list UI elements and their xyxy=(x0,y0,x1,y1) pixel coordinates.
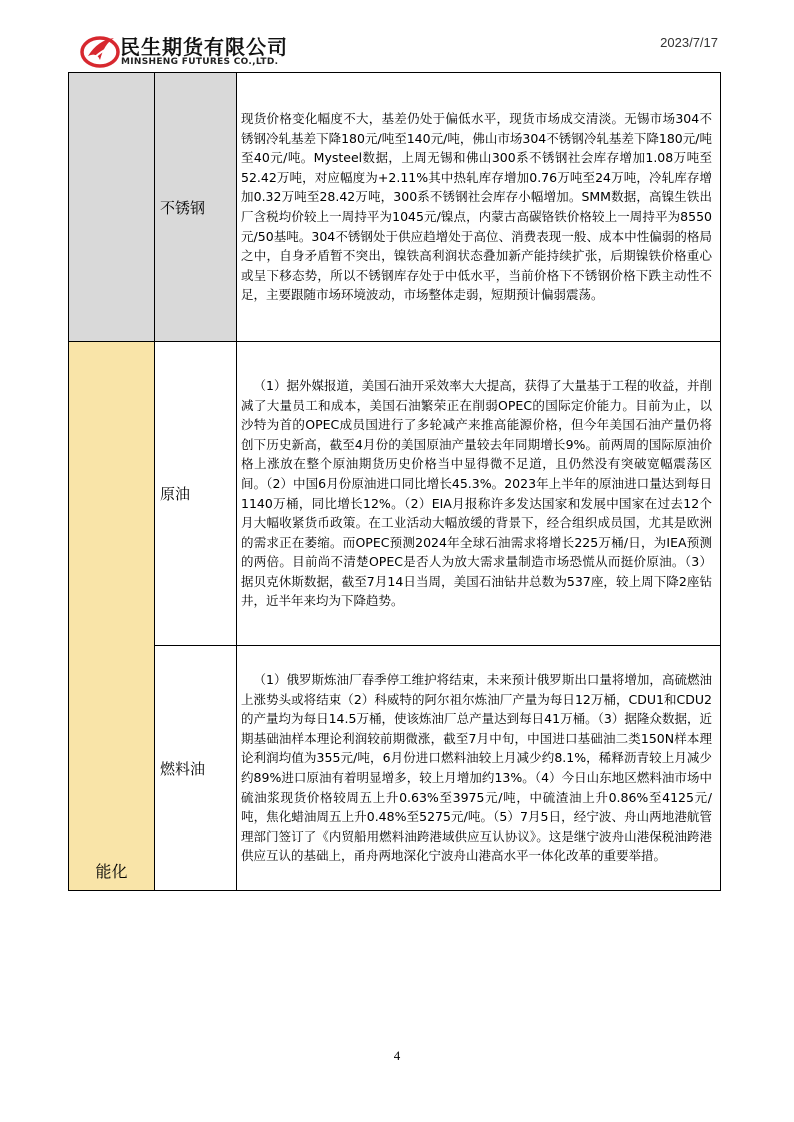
commodity-text-crude xyxy=(237,342,721,646)
sector-cell-blank xyxy=(69,73,155,342)
table-row xyxy=(69,73,721,342)
company-name-en: MINSHENG FUTURES CO.,LTD. xyxy=(121,57,279,67)
report-date: 2023/7/17 xyxy=(660,35,718,50)
sector-cell-energy xyxy=(69,342,155,891)
commodity-name-fueloil: 燃料油 xyxy=(155,646,237,891)
page-header xyxy=(0,0,794,72)
table-row xyxy=(69,342,721,646)
sector-label: 能化 xyxy=(95,862,128,881)
commodity-text-fueloil xyxy=(237,646,721,891)
minsheng-logo-icon xyxy=(80,30,120,70)
company-name-cn: 民生期货有限公司 xyxy=(120,35,288,59)
table-row xyxy=(69,646,721,891)
commodity-name-crude: 原油 xyxy=(155,342,237,646)
page-number: 4 xyxy=(393,1048,401,1063)
commodity-table xyxy=(68,72,721,891)
commodity-name-stainless: 不锈钢 xyxy=(155,73,237,342)
commodity-text-stainless xyxy=(237,73,721,342)
commodity-text: （1）据外媒报道，美国石油开采效率大大提高，获得了大量基于工程的收益，并削减了大量员工和成本，美国石油繁荣正在削弱OPEC的国际定价能力。目前为止，以沙特为首的OPEC成员国进行了多轮减产来推高能源价格，但今年美国石油产量仍将创下历史新高，截至4月份的美国原油产量较去年同期增长9%。前两周的国际原油价格上涨放在整个原油期货历史价格当中显得微不足道，且仍然没有突破宽幅震荡区间。（2）中国6月份原油进口同比增长45.3%。2023年上半年的原油进口量达到每日1140万桶，同比增长12%。（2）EIA月报称许多发达国家和发展中国家在过去12个月大幅收紧货币政策。在工业活动大幅放缓的背景下，经合组织成员国，尤其是欧洲的需求正在萎缩。而OPEC预测2024年全球石油需求将增长225万桶/日，为IEA预测的两倍。目前尚不清楚OPEC是否人为放大需求量制造市场恐慌从而挺价原油。（3）据贝克休斯数据，截至7月14日当周，美国石油钻井总数为537座，较上周下降2座钻井，近半年来均为下降趋势。 xyxy=(241,377,712,609)
commodity-text: 现货价格变化幅度不大，基差仍处于偏低水平，现货市场成交清淡。无锡市场304不锈钢冷轧基差下降180元/吨至140元/吨，佛山市场304不锈钢冷轧基差下降180元/吨至40元/吨。Mysteel数据，上周无锡和佛山300系不锈钢社会库存增加1.08万吨至52.42万吨，对应幅度为+2.11%其中热轧库存增加0.76万吨至24万吨，冷轧库存增加0.32万吨至28.42万吨，300系不锈钢社会库存小幅增加。SMM数据，高镍生铁出厂含税均价较上一周持平为1045元/镍点，内蒙古高碳铬铁价格较上一周持平为8550元/50基吨。304不锈钢处于供应趋增处于高位、消费表现一般、成本中性偏弱的格局之中，自身矛盾暂不突出，镍铁高利润状态叠加新产能持续扩张，后期镍铁价格重心或呈下移态势，所以不锈钢库存处于中低水平，当前价格下不锈钢价格下跌主动性不足，主要跟随市场环境波动，市场整体走弱，短期预计偏弱震荡。 xyxy=(241,111,712,303)
commodity-text: （1）俄罗斯炼油厂春季停工维护将结束，未来预计俄罗斯出口量将增加，高硫燃油上涨势头或将结束（2）科威特的阿尔祖尔炼油厂产量为每日12万桶，CDU1和CDU2的产量均为每日14.5万桶，使该炼油厂总产量达到每日41万桶。（3）据隆众数据，近期基础油样本理论利润较前期微涨，截至7月中旬，中国进口基础油二类150N样本理论利润均值为355元/吨，6月份进口燃料油较上月减少约8.1%，稀释沥青较上月减少约89%进口原油有着明显增多，较上月增加约13%。（4）今日山东地区燃料油市场中硫油浆现货价格较周五上升0.63%至3975元/吨，中硫渣油上升0.86%至4125元/吨，焦化蜡油周五上升0.48%至5275元/吨。（5）7月5日，经宁波、舟山两地港航管理部门签订了《内贸船用燃料油跨港域供应互认协议》。这是继宁波舟山港保税油跨港供应互认的基础上，甬舟两地深化宁波舟山港高水平一体化改革的重要举措。 xyxy=(241,672,712,864)
